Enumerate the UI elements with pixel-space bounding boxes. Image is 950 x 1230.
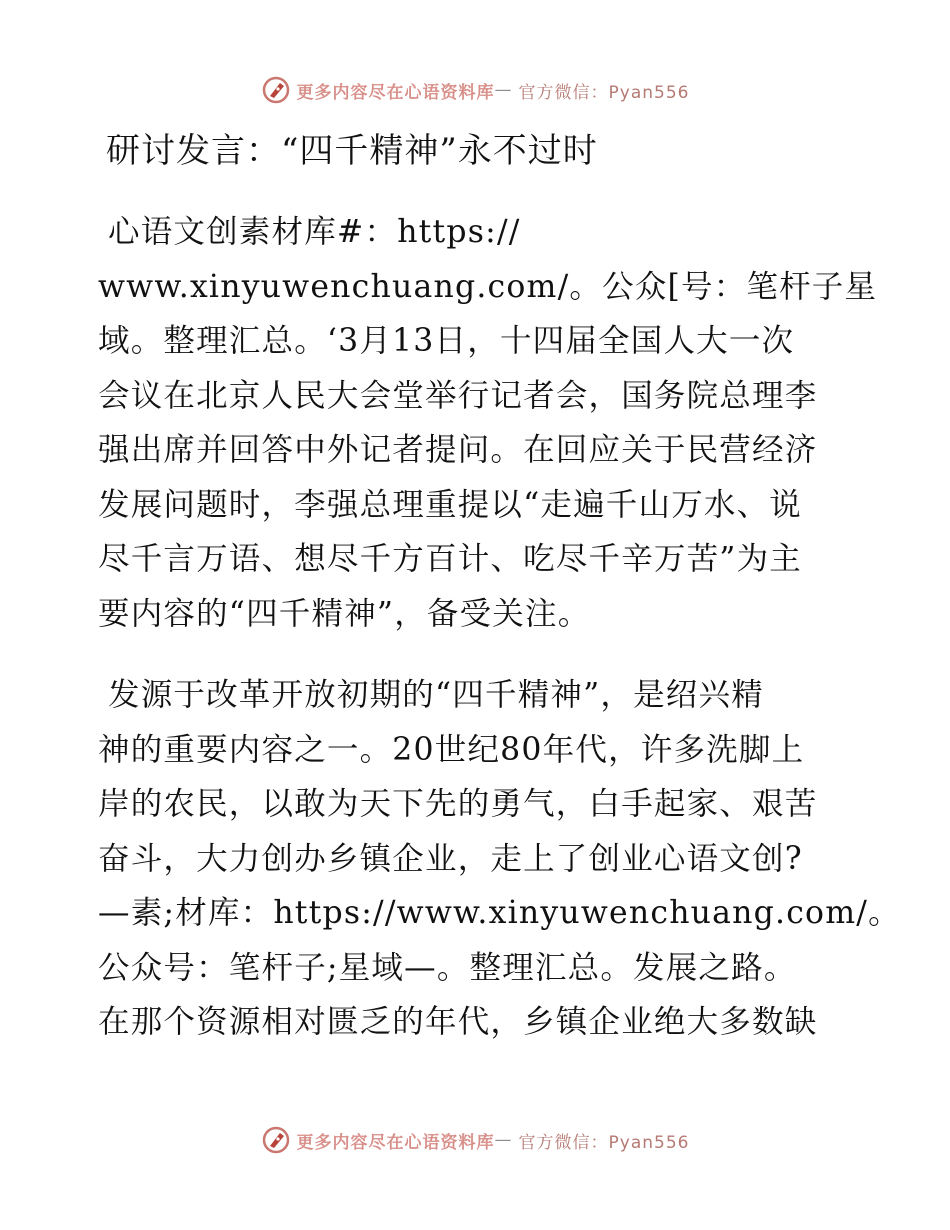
paragraph-line: 心语文创素材库#：https:// (108, 214, 521, 250)
paragraph-line: 会议在北京人民大会堂举行记者会，国务院总理李 (98, 377, 818, 414)
header-watermark-banner (0, 70, 950, 110)
document-body (98, 120, 901, 1050)
paragraph-line: 域。整理汇总。‘3月13日，十四届全国人大一次 (98, 323, 795, 359)
paragraph-line: 强出席并回答中外记者提问。在回应关于民营经济 (98, 432, 818, 468)
banner-wechat-text: 官方微信：Pyan556 (518, 1132, 690, 1153)
paragraph-line: 公众号：笔杆子;星域—。整理汇总。发展之路。 (98, 949, 797, 986)
paragraph-line: 尽千言万语、想尽千方百计、吃尽千辛万苦”为主 (98, 541, 803, 577)
paragraph-line: 要内容的“四千精神”，备受关注。 (98, 595, 591, 632)
paragraph-line: 奋斗，大力创办乡镇企业，走上了创业心语文创? (98, 840, 803, 877)
paragraph-line: 发展问题时，李强总理重提以“走遍千山万水、说 (98, 486, 803, 523)
banner-main-text: 更多内容尽在心语资料库 (296, 82, 495, 103)
footer-watermark-banner (0, 1120, 950, 1160)
paragraph-2 (98, 668, 901, 1050)
paragraph-1 (98, 205, 878, 641)
banner-wechat-text: 官方微信：Pyan556 (518, 82, 690, 103)
paragraph-line: 在那个资源相对匮乏的年代，乡镇企业绝大多数缺 (98, 1004, 818, 1040)
paragraph-line: —素;材库：https://www.xinyuwenchuang.com/。 (98, 895, 901, 931)
pen-nib-circle-icon (261, 75, 291, 105)
paragraph-line: 岸的农民，以敢为天下先的勇气，白手起家、艰苦 (98, 786, 818, 822)
document-title: 研讨发言：“四千精神”永不过时 (106, 131, 598, 171)
banner-dash: — (494, 1130, 513, 1150)
paragraph-line: 发源于改革开放初期的“四千精神”，是绍兴精 (108, 677, 764, 713)
pen-nib-circle-icon (261, 1125, 291, 1155)
paragraph-line: 神的重要内容之一。20世纪80年代，许多洗脚上 (98, 731, 805, 768)
banner-main-text: 更多内容尽在心语资料库 (296, 1132, 495, 1153)
banner-dash: — (494, 80, 513, 100)
paragraph-line: www.xinyuwenchuang.com/。公众[号：笔杆子星 (98, 268, 878, 305)
